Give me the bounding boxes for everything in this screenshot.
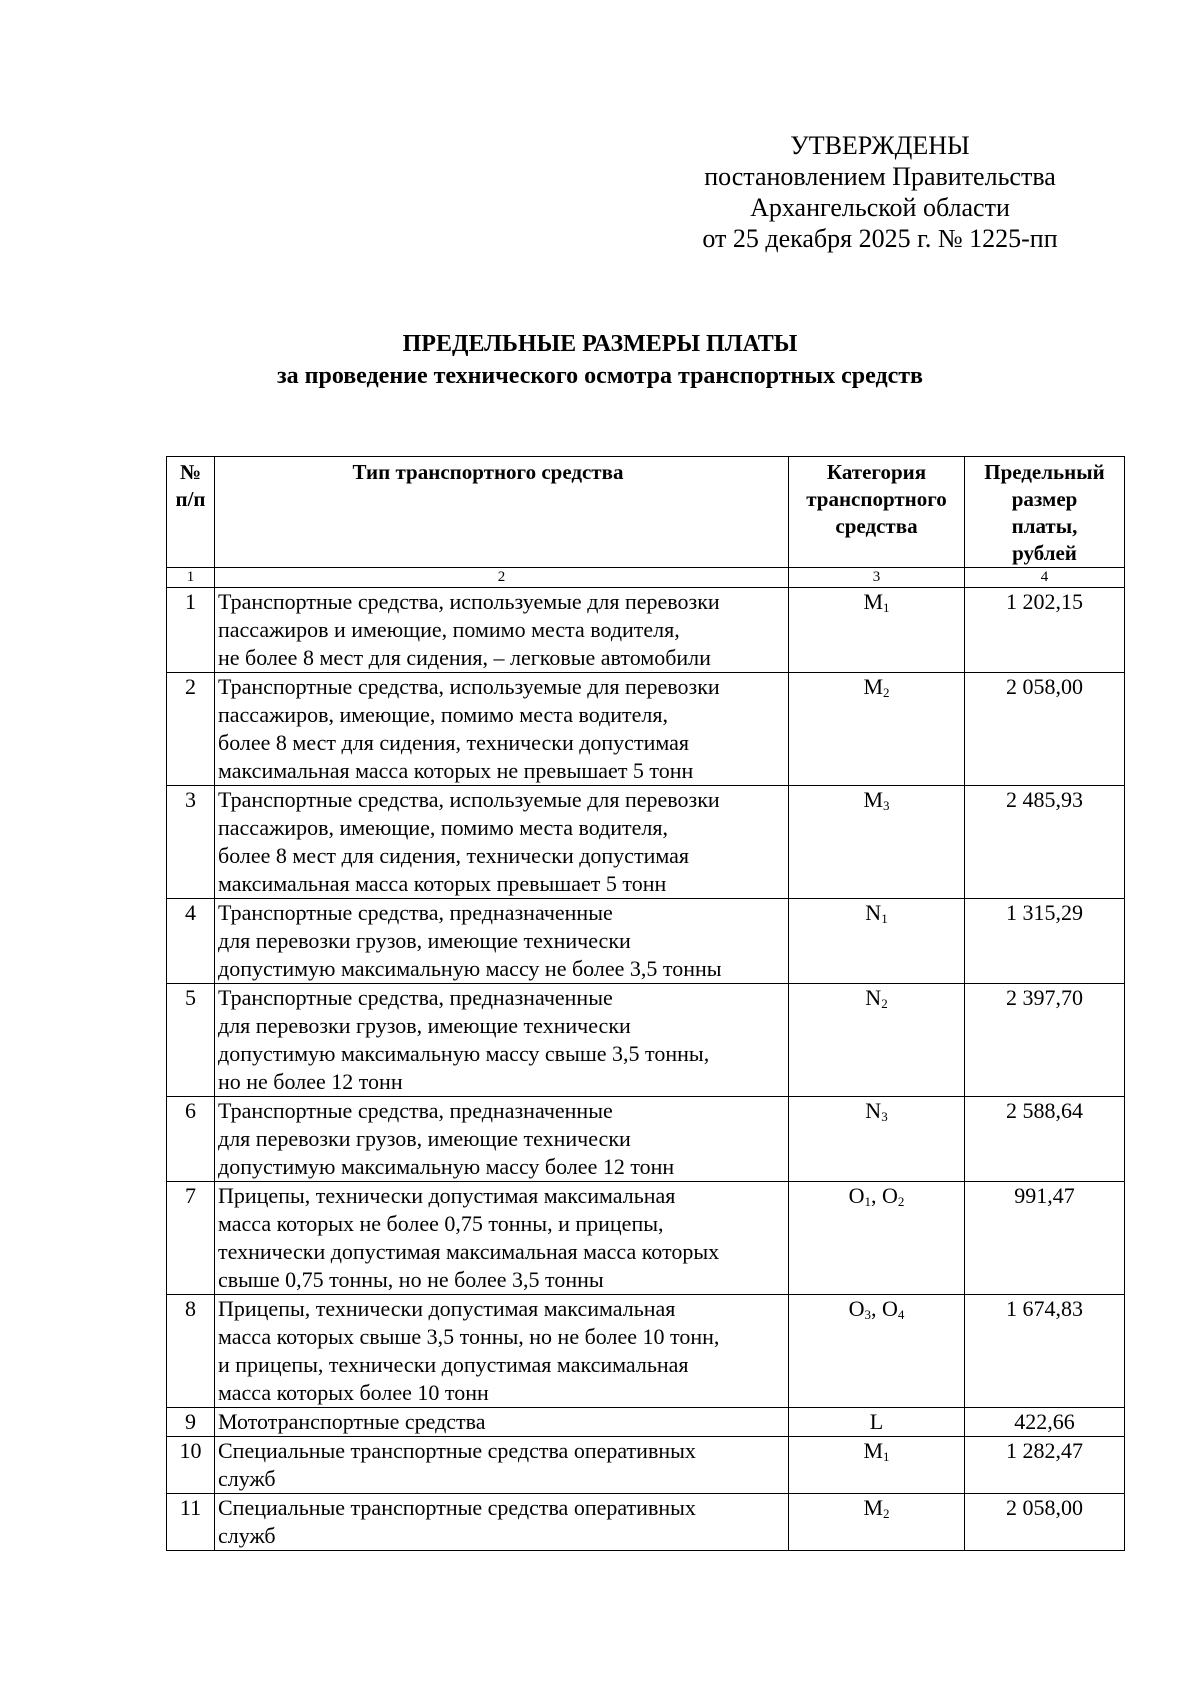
row-number: 9 bbox=[167, 1408, 215, 1437]
table-row bbox=[167, 1494, 1125, 1551]
approval-line-region: Архангельской области bbox=[750, 193, 1010, 222]
column-number: 1 bbox=[167, 568, 215, 588]
fee-limit-value: 1 282,47 bbox=[965, 1437, 1125, 1494]
table-row bbox=[167, 1437, 1125, 1494]
column-number: 4 bbox=[965, 568, 1125, 588]
vehicle-type-line: Транспортные средства, используемые для перевозки bbox=[218, 589, 720, 614]
vehicle-category-cell bbox=[789, 1437, 965, 1494]
vehicle-type-cell bbox=[215, 786, 789, 899]
category-letter: O bbox=[882, 1183, 898, 1208]
category-letter: M bbox=[863, 1495, 884, 1520]
category-letter: N bbox=[865, 985, 882, 1010]
vehicle-type-line: для перевозки грузов, имеющие технически bbox=[218, 928, 631, 953]
vehicle-type-cell bbox=[215, 588, 789, 673]
vehicle-type-line: пассажиров и имеющие, помимо места водителя, bbox=[218, 617, 680, 642]
approval-line-date-number: от 25 декабря 2025 г. № 1225-пп bbox=[702, 224, 1058, 253]
vehicle-type-cell bbox=[215, 1408, 789, 1437]
vehicle-type-line: Специальные транспортные средства оперативных bbox=[218, 1495, 696, 1520]
vehicle-type-line: для перевозки грузов, имеющие технически bbox=[218, 1126, 631, 1151]
vehicle-type-line: но не более 12 тонн bbox=[218, 1069, 403, 1094]
vehicle-type-cell bbox=[215, 1182, 789, 1295]
column-number: 3 bbox=[789, 568, 965, 588]
category-letter: O bbox=[882, 1296, 898, 1321]
fee-limit-value: 422,66 bbox=[965, 1408, 1125, 1437]
vehicle-type-line: для перевозки грузов, имеющие технически bbox=[218, 1013, 631, 1038]
row-number: 4 bbox=[167, 899, 215, 984]
category-subscript: 2 bbox=[883, 1506, 890, 1521]
vehicle-type-cell bbox=[215, 984, 789, 1097]
column-number: 2 bbox=[215, 568, 789, 588]
vehicle-type-line: Транспортные средства, используемые для перевозки bbox=[218, 787, 720, 812]
vehicle-type-cell bbox=[215, 899, 789, 984]
row-number: 10 bbox=[167, 1437, 215, 1494]
vehicle-type-line: допустимую максимальную массу более 12 тонн bbox=[218, 1154, 675, 1179]
fee-limit-value: 1 202,15 bbox=[965, 588, 1125, 673]
category-letter: M bbox=[863, 674, 884, 699]
fee-limit-value: 1 674,83 bbox=[965, 1295, 1125, 1408]
header-vehicle-category: Категория транспортного средства bbox=[789, 457, 965, 568]
vehicle-category-cell bbox=[789, 1097, 965, 1182]
vehicle-type-line: более 8 мест для сидения, технически допустимая bbox=[218, 843, 689, 868]
category-letter: M bbox=[863, 1438, 884, 1463]
vehicle-type-line: свыше 0,75 тонны, но не более 3,5 тонны bbox=[218, 1267, 604, 1292]
vehicle-type-line: Транспортные средства, предназначенные bbox=[218, 985, 613, 1010]
category-letter: M bbox=[863, 589, 884, 614]
vehicle-type-cell bbox=[215, 1494, 789, 1551]
document-title bbox=[0, 328, 1200, 392]
vehicle-type-line: допустимую максимальную массу свыше 3,5 тонны, bbox=[218, 1041, 710, 1066]
category-subscript: 2 bbox=[883, 685, 890, 700]
vehicle-type-line: масса которых не более 0,75 тонны, и прицепы, bbox=[218, 1211, 664, 1236]
category-subscript: 2 bbox=[881, 996, 888, 1011]
vehicle-type-line: Мототранспортные средства bbox=[218, 1409, 486, 1434]
vehicle-type-line: не более 8 мест для сидения, – легковые автомобили bbox=[218, 645, 711, 670]
category-subscript: 1 bbox=[883, 1449, 890, 1464]
table-row bbox=[167, 673, 1125, 786]
fee-limits-table bbox=[166, 456, 1125, 1551]
fee-limit-value: 2 058,00 bbox=[965, 673, 1125, 786]
vehicle-category-cell bbox=[789, 588, 965, 673]
row-number: 3 bbox=[167, 786, 215, 899]
row-number: 7 bbox=[167, 1182, 215, 1295]
vehicle-type-cell bbox=[215, 673, 789, 786]
header-vehicle-type: Тип транспортного средства bbox=[215, 457, 789, 568]
column-number-row bbox=[167, 568, 1125, 588]
vehicle-type-line: масса которых более 10 тонн bbox=[218, 1380, 489, 1405]
row-number: 1 bbox=[167, 588, 215, 673]
vehicle-type-line: масса которых свыше 3,5 тонны, но не более 10 тонн, bbox=[218, 1324, 720, 1349]
table-row bbox=[167, 1182, 1125, 1295]
vehicle-type-line: Прицепы, технически допустимая максимальная bbox=[218, 1183, 676, 1208]
vehicle-type-line: служб bbox=[218, 1466, 276, 1491]
vehicle-type-line: пассажиров, имеющие, помимо места водителя, bbox=[218, 815, 669, 840]
category-subscript: 3 bbox=[883, 798, 890, 813]
category-letter: L bbox=[869, 1409, 884, 1434]
vehicle-type-line: максимальная масса которых не превышает 5 тонн bbox=[218, 758, 694, 783]
fee-limit-value: 2 485,93 bbox=[965, 786, 1125, 899]
approval-line-approved: УТВЕРЖДЕНЫ bbox=[790, 131, 970, 160]
vehicle-category-cell bbox=[789, 899, 965, 984]
vehicle-type-line: пассажиров, имеющие, помимо места водителя, bbox=[218, 702, 669, 727]
table-row bbox=[167, 1097, 1125, 1182]
category-subscript: 3 bbox=[881, 1109, 888, 1124]
header-fee-limit: Предельный размер платы, рублей bbox=[965, 457, 1125, 568]
vehicle-type-line: и прицепы, технически допустимая максимальная bbox=[218, 1352, 689, 1377]
category-subscript: 1 bbox=[883, 600, 890, 615]
category-letter: N bbox=[865, 1098, 882, 1123]
vehicle-type-line: Специальные транспортные средства оперативных bbox=[218, 1438, 696, 1463]
fee-limit-value: 2 397,70 bbox=[965, 984, 1125, 1097]
vehicle-type-line: максимальная масса которых превышает 5 тонн bbox=[218, 871, 667, 896]
category-subscript: 1 bbox=[881, 911, 888, 926]
category-letter: N bbox=[865, 900, 882, 925]
header-number: № п/п bbox=[167, 457, 215, 568]
row-number: 5 bbox=[167, 984, 215, 1097]
vehicle-type-cell bbox=[215, 1295, 789, 1408]
category-subscript: 4 bbox=[897, 1307, 905, 1322]
table-row bbox=[167, 899, 1125, 984]
vehicle-category-cell bbox=[789, 1408, 965, 1437]
vehicle-type-line: Прицепы, технически допустимая максимальная bbox=[218, 1296, 676, 1321]
category-subscript: 2 bbox=[897, 1194, 905, 1209]
table-body bbox=[167, 588, 1125, 1551]
table-row bbox=[167, 786, 1125, 899]
table-row bbox=[167, 1408, 1125, 1437]
vehicle-type-line: служб bbox=[218, 1523, 276, 1548]
title-line-main: ПРЕДЕЛЬНЫЕ РАЗМЕРЫ ПЛАТЫ bbox=[402, 331, 798, 357]
fee-limit-value: 2 588,64 bbox=[965, 1097, 1125, 1182]
row-number: 6 bbox=[167, 1097, 215, 1182]
table-row bbox=[167, 588, 1125, 673]
title-line-subject: за проведение технического осмотра транспортных средств bbox=[277, 363, 923, 389]
vehicle-category-cell bbox=[789, 786, 965, 899]
approval-line-resolution: постановлением Правительства bbox=[704, 162, 1056, 191]
vehicle-type-cell bbox=[215, 1097, 789, 1182]
vehicle-category-cell bbox=[789, 673, 965, 786]
category-letter: M bbox=[863, 787, 884, 812]
approval-stamp bbox=[660, 130, 1100, 254]
vehicle-category-cell: $O_1$, $O_2$ bbox=[789, 1182, 965, 1295]
category-subscript: 3 bbox=[864, 1307, 871, 1322]
vehicle-type-line: технически допустимая максимальная масса которых bbox=[218, 1239, 720, 1264]
vehicle-type-line: Транспортные средства, предназначенные bbox=[218, 1098, 613, 1123]
vehicle-category-cell bbox=[789, 984, 965, 1097]
vehicle-type-line: допустимую максимальную массу не более 3,5 тонны bbox=[218, 956, 722, 981]
vehicle-category-cell bbox=[789, 1494, 965, 1551]
fee-limit-value: 1 315,29 bbox=[965, 899, 1125, 984]
fee-limit-value: 2 058,00 bbox=[965, 1494, 1125, 1551]
category-letter: O bbox=[848, 1296, 865, 1321]
vehicle-type-cell bbox=[215, 1437, 789, 1494]
category-letter: O bbox=[848, 1183, 865, 1208]
row-number: 2 bbox=[167, 673, 215, 786]
row-number: 11 bbox=[167, 1494, 215, 1551]
row-number: 8 bbox=[167, 1295, 215, 1408]
table-row bbox=[167, 984, 1125, 1097]
vehicle-type-line: Транспортные средства, предназначенные bbox=[218, 900, 613, 925]
vehicle-type-line: Транспортные средства, используемые для перевозки bbox=[218, 674, 720, 699]
fee-limit-value: 991,47 bbox=[965, 1182, 1125, 1295]
vehicle-type-line: более 8 мест для сидения, технически допустимая bbox=[218, 730, 689, 755]
vehicle-category-cell: $O_3$, $O_4$ bbox=[789, 1295, 965, 1408]
table-header-row bbox=[167, 457, 1125, 568]
table-row bbox=[167, 1295, 1125, 1408]
category-subscript: 1 bbox=[864, 1194, 871, 1209]
